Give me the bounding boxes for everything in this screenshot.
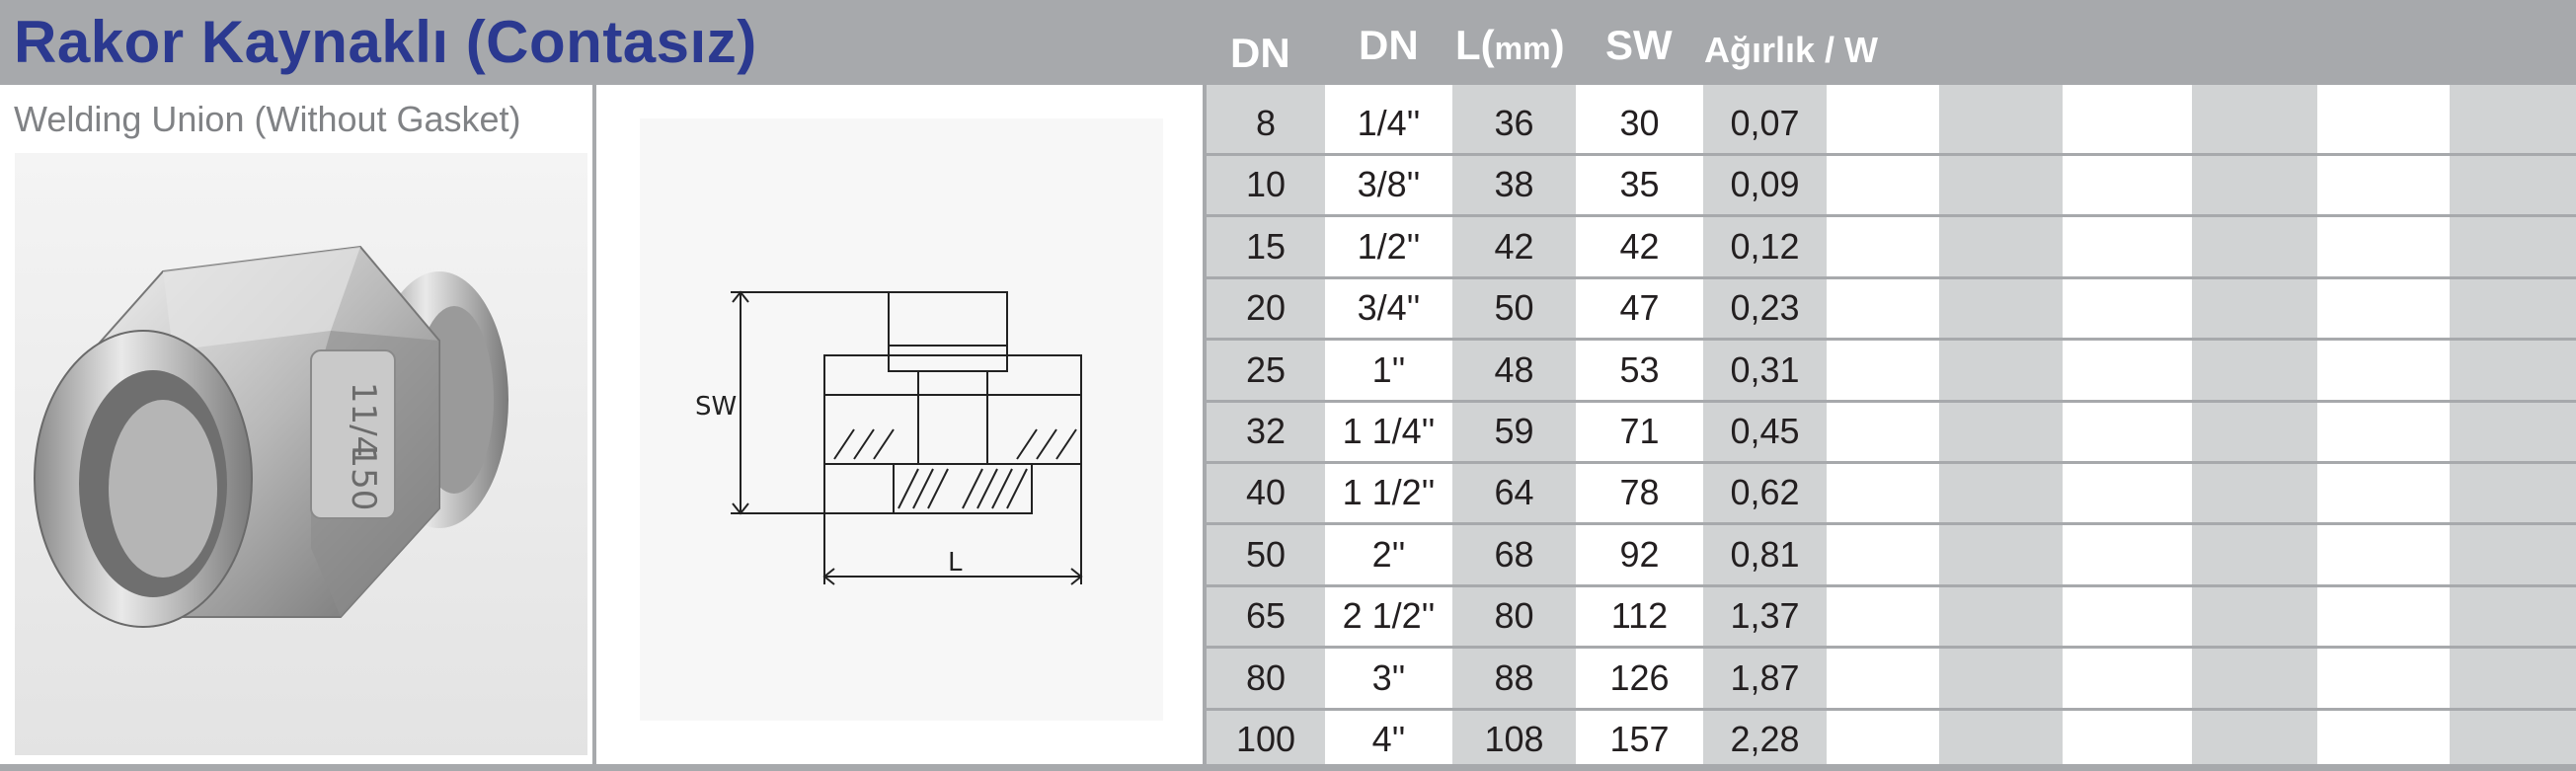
table-cell-dn: 20 bbox=[1245, 287, 1287, 328]
table-cell-dn: 10 bbox=[1245, 164, 1287, 204]
table-cell-l: 36 bbox=[1494, 103, 1534, 143]
table-cell-sw: 126 bbox=[1609, 657, 1670, 698]
table-cell-inch: 1'' bbox=[1371, 349, 1406, 390]
table-cell-sw: 92 bbox=[1619, 534, 1660, 575]
table-cell-l: 50 bbox=[1494, 287, 1534, 328]
table-cell-l: 88 bbox=[1494, 657, 1534, 698]
column-shade bbox=[1829, 85, 1937, 764]
table-cell-sw: 157 bbox=[1609, 719, 1670, 759]
table-cell-l: 38 bbox=[1494, 164, 1534, 204]
table-cell-w: 1,87 bbox=[1730, 657, 1800, 698]
table-cell-l: 59 bbox=[1494, 411, 1534, 451]
table-cell-l: 68 bbox=[1494, 534, 1534, 575]
table-cell-w: 0,45 bbox=[1730, 411, 1800, 451]
table-cell-w: 0,81 bbox=[1730, 534, 1800, 575]
column-shade bbox=[2065, 85, 2190, 764]
photo-stamp-bottom: 150 bbox=[344, 446, 383, 511]
table-cell-sw: 30 bbox=[1619, 103, 1660, 143]
table-cell-dn: 15 bbox=[1245, 226, 1287, 267]
header-dn: DN bbox=[1230, 30, 1290, 76]
table-cell-dn: 100 bbox=[1235, 719, 1296, 759]
table-cell-sw: 53 bbox=[1619, 349, 1660, 390]
table-cell-sw: 42 bbox=[1619, 226, 1660, 267]
welding-union-photo-icon bbox=[15, 153, 587, 755]
table-cell-inch: 3/8'' bbox=[1357, 164, 1421, 204]
table-cell-inch: 2 1/2'' bbox=[1342, 595, 1436, 636]
table-cell-w: 0,31 bbox=[1730, 349, 1800, 390]
table-cell-l: 64 bbox=[1494, 472, 1534, 512]
technical-drawing-icon bbox=[662, 267, 1096, 602]
table-cell-sw: 112 bbox=[1610, 595, 1669, 636]
table-cell-sw: 47 bbox=[1619, 287, 1660, 328]
table-cell-inch: 3'' bbox=[1371, 657, 1406, 698]
table-cell-dn: 50 bbox=[1245, 534, 1287, 575]
product-photo bbox=[15, 153, 587, 755]
table-cell-inch: 1/4'' bbox=[1357, 103, 1421, 143]
table-cell-inch: 4'' bbox=[1371, 719, 1406, 759]
header-dn-inch: DN bbox=[1359, 22, 1419, 68]
table-cell-w: 2,28 bbox=[1730, 719, 1800, 759]
table-cell-w: 0,07 bbox=[1730, 103, 1800, 143]
drawing-label-l: L bbox=[948, 548, 963, 578]
drawing-label-sw: SW bbox=[695, 392, 738, 422]
table-cell-inch: 2'' bbox=[1371, 534, 1406, 575]
table-cell-w: 0,12 bbox=[1730, 226, 1800, 267]
header-sw: SW bbox=[1605, 22, 1673, 68]
bottom-band bbox=[0, 764, 2576, 771]
column-shade bbox=[1939, 85, 2063, 764]
table-cell-inch: 1 1/4'' bbox=[1342, 411, 1436, 451]
header-weight: Ağırlık / W bbox=[1704, 30, 1879, 70]
table-cell-sw: 78 bbox=[1619, 472, 1660, 512]
table-cell-dn: 80 bbox=[1245, 657, 1287, 698]
table-cell-inch: 1 1/2'' bbox=[1342, 472, 1436, 512]
table-cell-dn: 25 bbox=[1245, 349, 1287, 390]
column-shade bbox=[2319, 85, 2448, 764]
table-cell-sw: 71 bbox=[1619, 411, 1660, 451]
header-length: L(mm) bbox=[1455, 22, 1565, 68]
table-cell-dn: 32 bbox=[1245, 411, 1287, 451]
table-cell-dn: 8 bbox=[1255, 103, 1277, 143]
table-cell-sw: 35 bbox=[1619, 164, 1660, 204]
photo-stamp-top: 11/4 bbox=[344, 381, 383, 458]
column-shade bbox=[2450, 85, 2576, 764]
table-cell-w: 0,23 bbox=[1730, 287, 1800, 328]
table-cell-l: 108 bbox=[1484, 719, 1544, 759]
table-cell-w: 0,09 bbox=[1730, 164, 1800, 204]
table-cell-dn: 65 bbox=[1245, 595, 1287, 636]
table-cell-w: 0,62 bbox=[1730, 472, 1800, 512]
table-cell-inch: 1/2'' bbox=[1357, 226, 1421, 267]
page-subtitle: Welding Union (Without Gasket) bbox=[14, 99, 521, 139]
page-title: Rakor Kaynaklı (Contasız) bbox=[14, 9, 757, 75]
table-cell-l: 48 bbox=[1494, 349, 1534, 390]
column-shade bbox=[2192, 85, 2317, 764]
table-cell-l: 80 bbox=[1494, 595, 1534, 636]
table-cell-dn: 40 bbox=[1245, 472, 1287, 512]
table-cell-w: 1,37 bbox=[1730, 595, 1800, 636]
table-cell-inch: 3/4'' bbox=[1357, 287, 1421, 328]
table-cell-l: 42 bbox=[1494, 226, 1534, 267]
